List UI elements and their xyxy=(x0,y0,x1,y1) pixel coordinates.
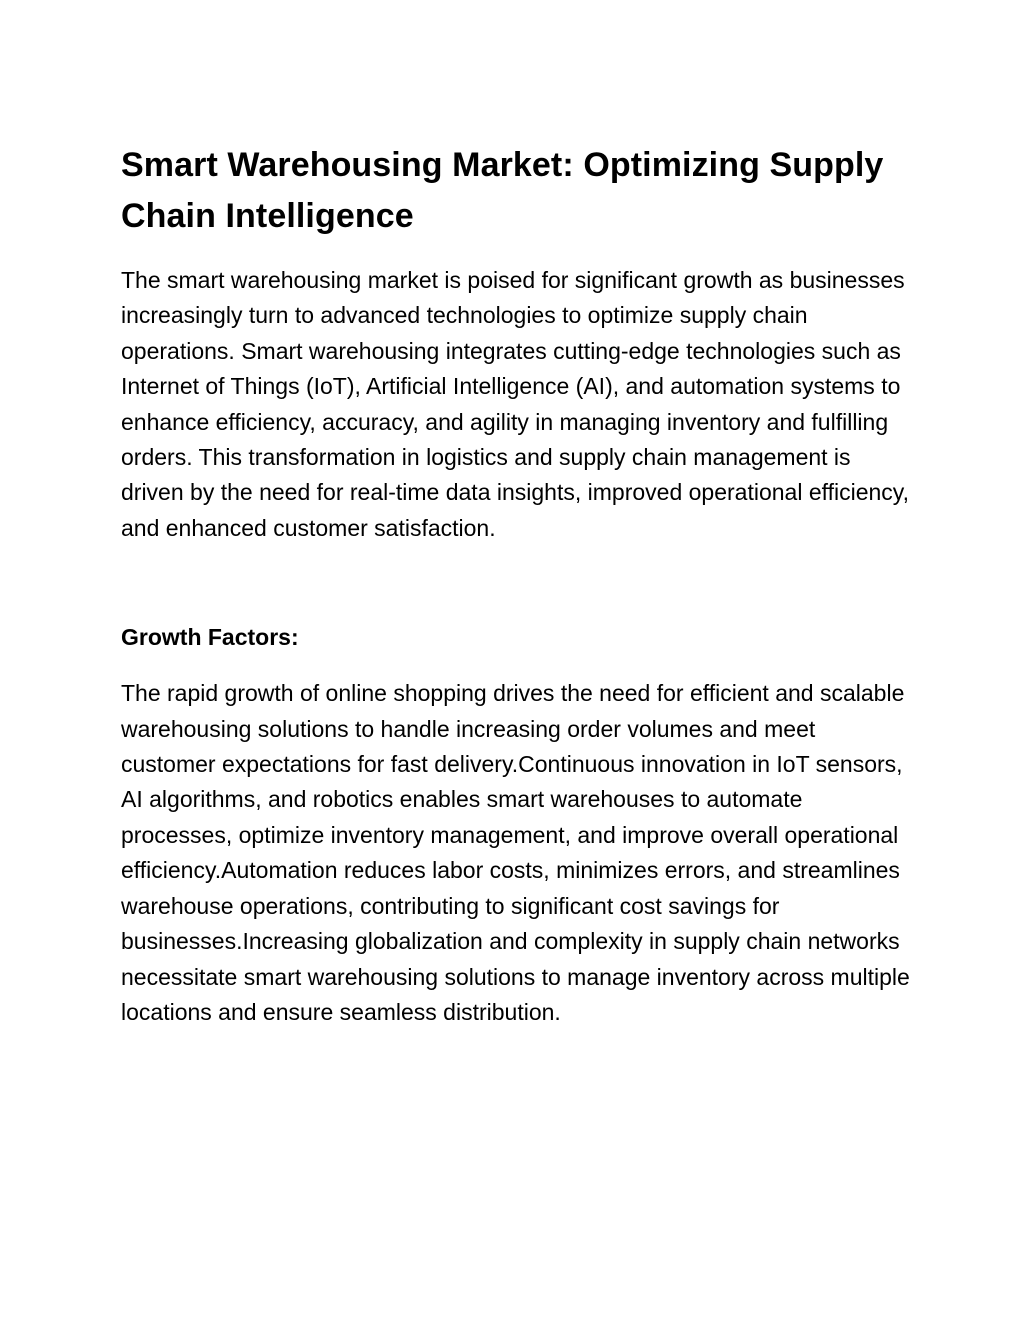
intro-paragraph: The smart warehousing market is poised for significant growth as businesses increasingly turn to advanced technologies to optimize supply chain operations. Smart warehousing integrates cutting-edge technologies such as Internet of Things (IoT), Artificial Intelligence (AI), and automation systems to enhance efficiency, accuracy, and agility in managing inventory and fulfilling orders. This transformation in logistics and supply chain management is driven by the need for real-time data insights, improved operational efficiency, and enhanced customer satisfaction. xyxy=(121,267,909,541)
growth-factors-heading: Growth Factors: xyxy=(121,624,299,651)
growth-factors-paragraph: The rapid growth of online shopping drives the need for efficient and scalable warehousing solutions to handle increasing order volumes and meet customer expectations for fast delivery.Continuous innovation in IoT sensors, AI algorithms, and robotics enables smart warehouses to automate processes, optimize inventory management, and improve overall operational efficiency.Automation reduces labor costs, minimizes errors, and streamlines warehouse operations, contributing to significant cost savings for businesses.Increasing globalization and complexity in supply chain networks necessitate smart warehousing solutions to manage inventory across multiple locations and ensure seamless distribution. xyxy=(121,680,910,1025)
document-page xyxy=(121,140,911,1030)
document-title: Smart Warehousing Market: Optimizing Supply Chain Intelligence xyxy=(121,146,884,235)
